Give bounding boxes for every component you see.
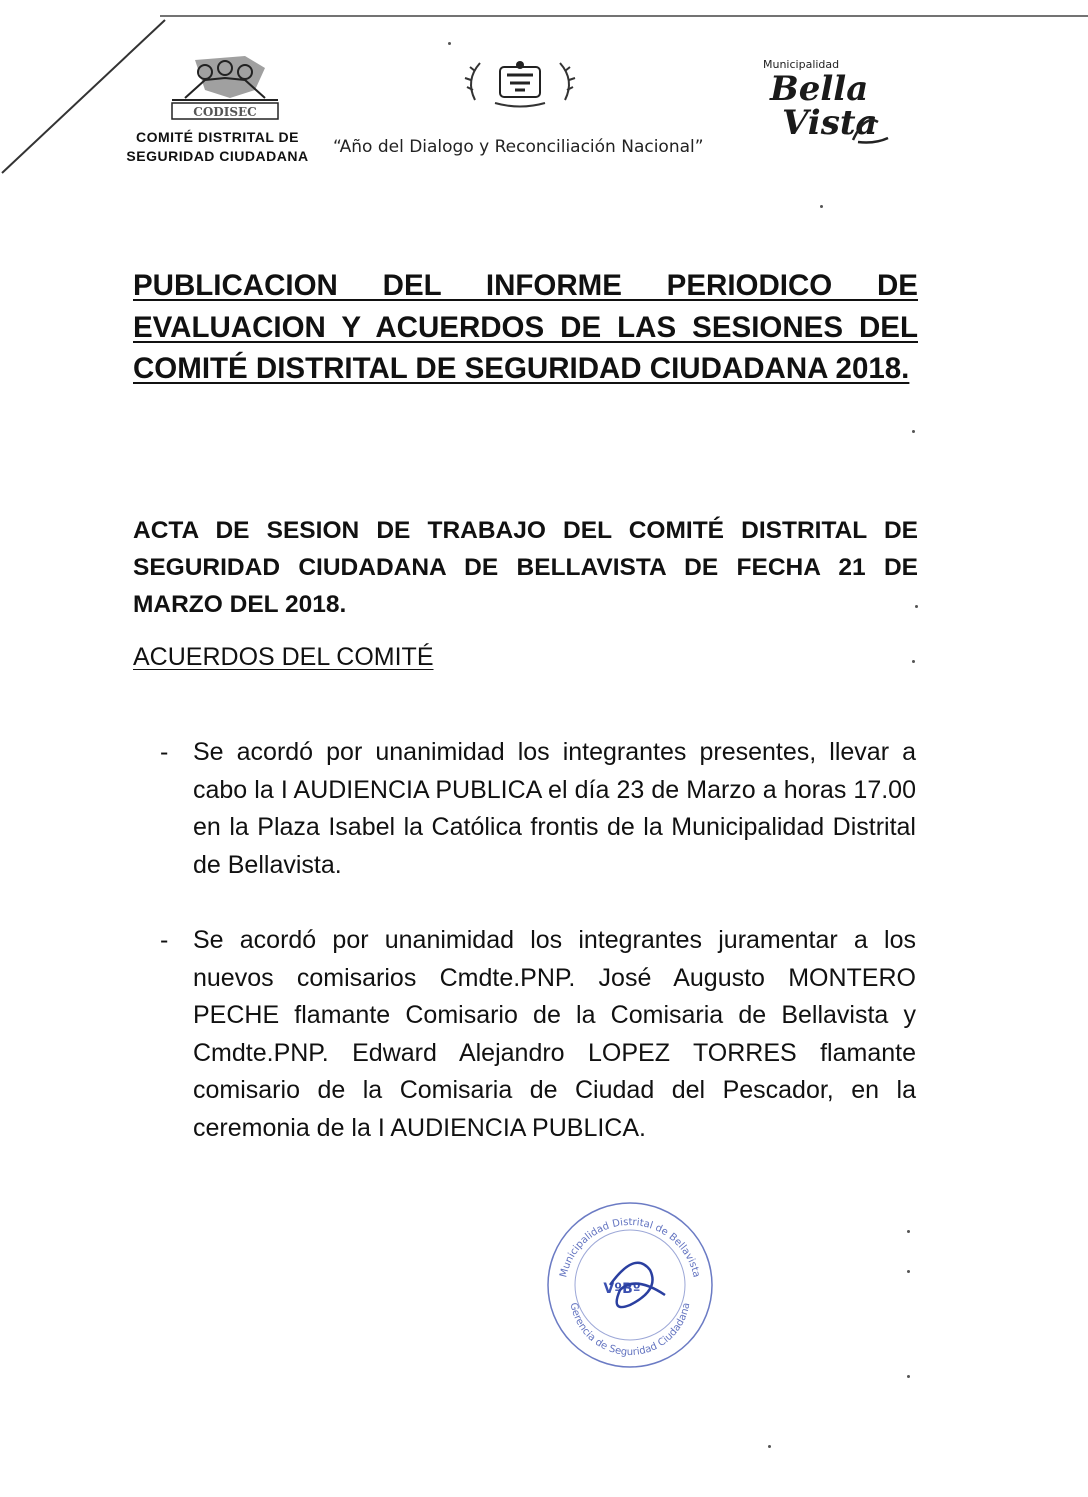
municipality-logo-line-2: Vista xyxy=(782,103,878,143)
list-bullet: - xyxy=(160,738,169,766)
scan-speck xyxy=(912,430,915,433)
codisec-logo xyxy=(150,50,300,125)
scan-speck xyxy=(768,1445,771,1448)
acta-heading: ACTA DE SESION DE TRABAJO DEL COMITÉ DISTRITAL DE SEGURIDAD CIUDADANA DE BELLAVISTA DE FECHA 21 DE MARZO DEL 2018. xyxy=(133,517,918,618)
codisec-caption-line-1: COMITÉ DISTRITAL DE xyxy=(136,129,299,145)
municipality-logo-swoosh xyxy=(850,112,890,147)
scan-speck xyxy=(448,42,451,45)
list-bullet: - xyxy=(160,926,169,954)
scan-speck xyxy=(915,605,918,608)
scan-speck xyxy=(820,205,823,208)
motto-text: “Año del Dialogo y Reconciliación Nacional” xyxy=(333,137,704,157)
stamp-outer-text: Municipalidad Distrital de Bellavista xyxy=(558,1216,702,1279)
stamp-inner-text: Gerencia de Seguridad Ciudadana xyxy=(567,1301,693,1359)
list-item: Se acordó por unanimidad los integrantes presentes, llevar a cabo la I AUDIENCIA PUBLICA el día 23 de Marzo a horas 17.00 en la Plaza Isabel la Católica frontis de la Municipalidad Distrital de Bellavista. xyxy=(193,738,916,879)
scan-speck xyxy=(907,1270,910,1273)
stamp-center-text: VºBº xyxy=(603,1281,641,1297)
scan-edge-line xyxy=(160,15,1088,17)
codisec-caption-line-2: SEGURIDAD CIUDADANA xyxy=(126,148,309,164)
codisec-logo-text: CODISEC xyxy=(193,105,257,119)
scan-speck xyxy=(907,1375,910,1378)
codisec-caption xyxy=(110,128,325,166)
scan-speck xyxy=(907,1230,910,1233)
municipality-logo-line-1: Bella xyxy=(770,69,869,109)
official-stamp xyxy=(540,1195,720,1375)
scan-speck xyxy=(912,660,915,663)
acuerdos-heading: ACUERDOS DEL COMITÉ xyxy=(133,643,434,671)
national-seal-logo xyxy=(455,55,585,110)
document-title: PUBLICACION DEL INFORME PERIODICO DE EVALUACION Y ACUERDOS DE LAS SESIONES DEL COMITÉ DISTRITAL DE SEGURIDAD CIUDADANA 2018. xyxy=(133,269,918,385)
list-item: Se acordó por unanimidad los integrantes juramentar a los nuevos comisarios Cmdte.PNP. José Augusto MONTERO PECHE flamante Comisario de la Comisaria de Bellavista y Cmdte.PNP. Edward Alejandro LOPEZ TORRES flamante comisario de la Comisaria de Ciudad del Pescador, en la ceremonia de la I AUDIENCIA PUBLICA. xyxy=(193,926,916,1142)
municipality-small-label: Municipalidad xyxy=(763,58,840,71)
